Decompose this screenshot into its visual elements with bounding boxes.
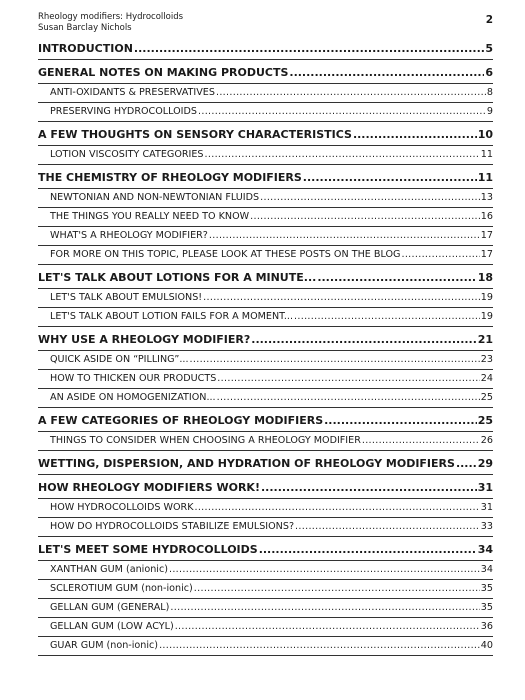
toc-entry-label: LOTION VISCOSITY CATEGORIES — [50, 149, 204, 160]
toc-entry-label: LET'S TALK ABOUT LOTION FAILS FOR A MOMENT... — [50, 311, 294, 322]
toc-entry-page-number: 25 — [480, 392, 493, 403]
toc-entry-page-number: 9 — [486, 106, 493, 117]
toc-entry-label: FOR MORE ON THIS TOPIC, PLEASE LOOK AT THESE POSTS ON THE BLOG — [50, 249, 401, 260]
toc-subsection-entry[interactable] — [38, 308, 493, 327]
toc-entry-label: ANTI-OXIDANTS & PRESERVATIVES — [50, 87, 215, 98]
toc-section-entry[interactable] — [38, 451, 493, 475]
toc-subsection-entry[interactable] — [38, 618, 493, 637]
toc-subsection-entry[interactable] — [38, 370, 493, 389]
toc-entry-page-number: 8 — [486, 87, 493, 98]
toc-section-entry[interactable] — [38, 36, 493, 60]
toc-entry-page-number: 19 — [480, 311, 493, 322]
toc-entry-label: HOW RHEOLOGY MODIFIERS WORK! — [38, 481, 260, 494]
toc-entry-page-number: 5 — [485, 42, 493, 55]
toc-section-entry[interactable] — [38, 60, 493, 84]
toc-subsection-entry[interactable] — [38, 146, 493, 165]
toc-entry-label: THE CHEMISTRY OF RHEOLOGY MODIFIERS — [38, 171, 302, 184]
toc-entry-label: HOW DO HYDROCOLLOIDS STABILIZE EMULSIONS? — [50, 521, 295, 532]
dot-leader — [362, 432, 480, 450]
dot-leader — [190, 351, 480, 369]
dot-leader — [295, 518, 480, 536]
dot-leader — [261, 478, 477, 498]
dot-leader — [194, 580, 480, 598]
dot-leader — [205, 146, 480, 164]
dot-leader — [175, 618, 480, 636]
toc-section-entry[interactable] — [38, 327, 493, 351]
toc-entry-page-number: 34 — [477, 543, 493, 556]
toc-entry-label: THINGS TO CONSIDER WHEN CHOOSING A RHEOLOGY MODIFIER — [50, 435, 361, 446]
toc-subsection-entry[interactable] — [38, 189, 493, 208]
toc-entry-label: GUAR GUM (non-ionic) — [50, 640, 159, 651]
dot-leader — [401, 246, 479, 264]
toc-entry-label: A FEW CATEGORIES OF RHEOLOGY MODIFIERS — [38, 414, 324, 427]
toc-entry-page-number: 29 — [477, 457, 493, 470]
toc-subsection-entry[interactable] — [38, 637, 493, 656]
toc-subsection-entry[interactable] — [38, 351, 493, 370]
toc-entry-page-number: 18 — [477, 271, 493, 284]
toc-subsection-entry[interactable] — [38, 208, 493, 227]
dot-leader — [353, 125, 477, 145]
dot-leader — [209, 227, 480, 245]
toc-entry-page-number: 11 — [480, 149, 493, 160]
toc-entry-page-number: 25 — [477, 414, 493, 427]
toc-entry-label: LET'S MEET SOME HYDROCOLLOIDS — [38, 543, 258, 556]
toc-section-entry[interactable] — [38, 408, 493, 432]
toc-entry-label: QUICK ASIDE ON “PILLING”... — [50, 354, 189, 365]
toc-entry-page-number: 31 — [477, 481, 493, 494]
dot-leader — [198, 103, 486, 121]
dot-leader — [169, 561, 480, 579]
toc-subsection-entry[interactable] — [38, 84, 493, 103]
toc-subsection-entry[interactable] — [38, 561, 493, 580]
toc-entry-label: INTRODUCTION — [38, 42, 133, 55]
toc-entry-label: HOW HYDROCOLLOIDS WORK — [50, 502, 194, 513]
toc-entry-label: AN ASIDE ON HOMOGENIZATION... — [50, 392, 216, 403]
author-name: Susan Barclay Nichols — [38, 22, 132, 33]
toc-entry-label: XANTHAN GUM (anionic) — [50, 564, 168, 575]
dot-leader — [217, 370, 479, 388]
toc-entry-label: THE THINGS YOU REALLY NEED TO KNOW — [50, 211, 250, 222]
toc-section-entry[interactable] — [38, 265, 493, 289]
toc-section-entry[interactable] — [38, 165, 493, 189]
toc-entry-label: WHY USE A RHEOLOGY MODIFIER? — [38, 333, 251, 346]
dot-leader — [260, 189, 480, 207]
dot-leader — [159, 637, 480, 655]
dot-leader — [324, 411, 477, 431]
table-of-contents — [38, 36, 493, 656]
toc-subsection-entry[interactable] — [38, 103, 493, 122]
toc-entry-label: LET'S TALK ABOUT EMULSIONS! — [50, 292, 203, 303]
dot-leader — [303, 168, 477, 188]
toc-subsection-entry[interactable] — [38, 599, 493, 618]
page-number: 2 — [485, 14, 493, 26]
toc-entry-page-number: 11 — [477, 171, 493, 184]
toc-entry-label: PRESERVING HYDROCOLLOIDS — [50, 106, 197, 117]
toc-section-entry[interactable] — [38, 475, 493, 499]
toc-entry-page-number: 26 — [480, 435, 493, 446]
toc-subsection-entry[interactable] — [38, 389, 493, 408]
toc-entry-page-number: 13 — [480, 192, 493, 203]
toc-entry-page-number: 23 — [480, 354, 493, 365]
toc-entry-label: NEWTONIAN AND NON-NEWTONIAN FLUIDS — [50, 192, 260, 203]
dot-leader — [317, 268, 476, 288]
toc-subsection-entry[interactable] — [38, 580, 493, 599]
toc-entry-page-number: 17 — [480, 230, 493, 241]
toc-subsection-entry[interactable] — [38, 518, 493, 537]
dot-leader — [456, 454, 477, 474]
toc-entry-page-number: 17 — [480, 249, 493, 260]
dot-leader — [170, 599, 479, 617]
page-header — [38, 12, 493, 36]
toc-entry-page-number: 16 — [480, 211, 493, 222]
toc-entry-page-number: 36 — [480, 621, 493, 632]
toc-entry-label: GELLAN GUM (LOW ACYL) — [50, 621, 174, 632]
toc-entry-page-number: 34 — [480, 564, 493, 575]
toc-entry-page-number: 21 — [477, 333, 493, 346]
toc-entry-page-number: 35 — [480, 583, 493, 594]
toc-subsection-entry[interactable] — [38, 432, 493, 451]
toc-subsection-entry[interactable] — [38, 499, 493, 518]
dot-leader — [217, 389, 480, 407]
toc-subsection-entry[interactable] — [38, 227, 493, 246]
dot-leader — [216, 84, 486, 102]
dot-leader — [251, 330, 476, 350]
toc-entry-page-number: 35 — [480, 602, 493, 613]
dot-leader — [294, 308, 480, 326]
dot-leader — [134, 39, 484, 59]
toc-section-entry[interactable] — [38, 537, 493, 561]
dot-leader — [259, 540, 477, 560]
dot-leader — [203, 289, 480, 307]
toc-entry-page-number: 6 — [485, 66, 493, 79]
toc-section-entry[interactable] — [38, 122, 493, 146]
toc-entry-label: LET'S TALK ABOUT LOTIONS FOR A MINUTE... — [38, 271, 317, 284]
toc-subsection-entry[interactable] — [38, 246, 493, 265]
toc-subsection-entry[interactable] — [38, 289, 493, 308]
toc-entry-page-number: 19 — [480, 292, 493, 303]
toc-entry-label: HOW TO THICKEN OUR PRODUCTS — [50, 373, 217, 384]
toc-entry-page-number: 24 — [480, 373, 493, 384]
toc-entry-label: GELLAN GUM (GENERAL) — [50, 602, 170, 613]
toc-entry-label: SCLEROTIUM GUM (non-ionic) — [50, 583, 193, 594]
toc-entry-label: WETTING, DISPERSION, AND HYDRATION OF RHEOLOGY MODIFIERS — [38, 457, 455, 470]
dot-leader — [194, 499, 479, 517]
toc-entry-page-number: 33 — [480, 521, 493, 532]
toc-entry-label: A FEW THOUGHTS ON SENSORY CHARACTERISTICS — [38, 128, 352, 141]
toc-entry-page-number: 31 — [480, 502, 493, 513]
document-title: Rheology modifiers: Hydrocolloids — [38, 12, 184, 22]
dot-leader — [289, 63, 484, 83]
toc-entry-label: GENERAL NOTES ON MAKING PRODUCTS — [38, 66, 289, 79]
dot-leader — [250, 208, 480, 226]
toc-entry-label: WHAT'S A RHEOLOGY MODIFIER? — [50, 230, 208, 241]
toc-entry-page-number: 10 — [477, 128, 493, 141]
toc-entry-page-number: 40 — [480, 640, 493, 651]
